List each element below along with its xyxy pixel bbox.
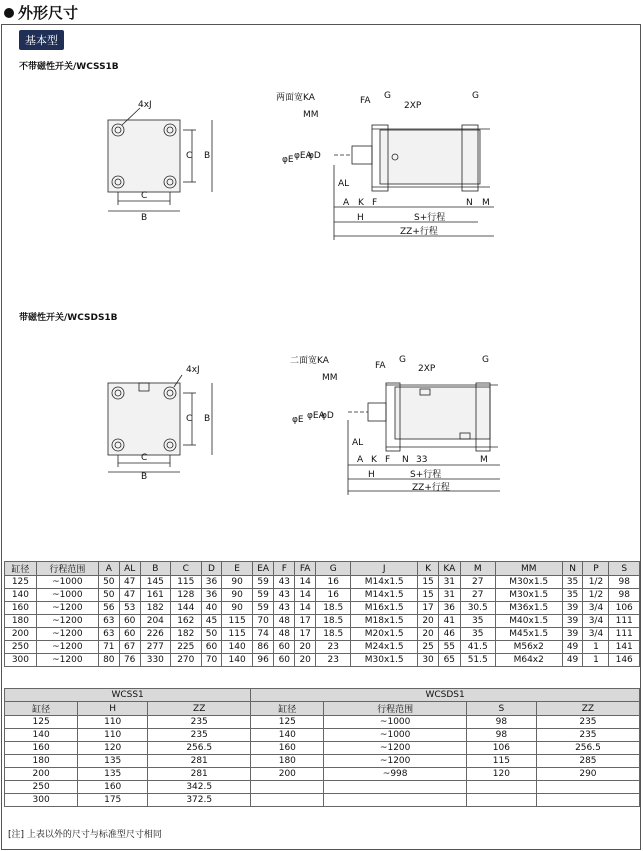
d1-e-label: φE	[282, 155, 294, 165]
table-cell: ~1200	[324, 742, 466, 755]
table-cell: 18.5	[316, 628, 351, 641]
table-cell: 226	[140, 628, 170, 641]
d1-m-label: M	[482, 198, 490, 208]
table-cell: 120	[78, 742, 148, 755]
table-cell: M30x1.5	[495, 576, 562, 589]
model-table	[4, 688, 640, 807]
d1-c-label: C	[141, 191, 148, 201]
table-cell: M45x1.5	[495, 628, 562, 641]
table-cell: 35	[562, 576, 583, 589]
table-cell: 23	[316, 641, 351, 654]
table-cell: 23	[316, 654, 351, 667]
d1-a-label: A	[343, 198, 350, 208]
footnote: [注] 上表以外的尺寸与标准型尺寸相同	[8, 830, 162, 840]
d1-n-label: N	[466, 198, 473, 208]
col-header: 缸径	[5, 702, 78, 716]
table-cell: 60	[274, 654, 295, 667]
table-cell: 300	[5, 654, 37, 667]
table-cell: 125	[5, 716, 78, 729]
table-cell: ~1200	[36, 602, 98, 615]
table-cell: 39	[562, 628, 583, 641]
table-cell: 25	[418, 641, 439, 654]
col-header: G	[316, 562, 351, 576]
table-cell: 128	[171, 589, 201, 602]
dimension-table	[4, 561, 640, 667]
table-cell: 14	[295, 589, 316, 602]
d2-f-label: F	[385, 455, 391, 465]
table-cell: 290	[536, 768, 639, 781]
table-cell: 1	[583, 654, 609, 667]
table-cell: 115	[171, 576, 201, 589]
table-cell: 30	[418, 654, 439, 667]
type-badge: 基本型	[19, 30, 64, 50]
table-cell	[466, 794, 536, 807]
dimension-table-body	[5, 576, 640, 667]
table-cell: 160	[5, 742, 78, 755]
d1-c-vert: C	[186, 151, 193, 161]
table-cell: 35	[562, 589, 583, 602]
table-cell: 65	[438, 654, 460, 667]
table-cell: 43	[274, 589, 295, 602]
table-cell	[251, 781, 324, 794]
table-cell: 31	[438, 576, 460, 589]
table-cell: ~1200	[36, 654, 98, 667]
page-title	[4, 2, 78, 23]
table-cell: 145	[140, 576, 170, 589]
table-row	[5, 628, 640, 641]
col-header: D	[201, 562, 222, 576]
col-header: A	[98, 562, 119, 576]
d2-n33-label: 33	[416, 455, 428, 465]
table-row	[5, 755, 640, 768]
table-cell: 160	[251, 742, 324, 755]
table-cell: 250	[5, 781, 78, 794]
table-cell: 36	[201, 576, 222, 589]
col-header: N	[562, 562, 583, 576]
d2-b-label: B	[141, 472, 148, 482]
table-cell: 256.5	[536, 742, 639, 755]
table-cell: 125	[5, 576, 37, 589]
table-cell: 110	[78, 729, 148, 742]
col-header: AL	[119, 562, 140, 576]
table-cell: 96	[252, 654, 274, 667]
table-cell: 47	[119, 589, 140, 602]
table-cell: 14	[295, 576, 316, 589]
table-cell: 49	[562, 641, 583, 654]
col-header: C	[171, 562, 201, 576]
table-cell: 140	[5, 589, 37, 602]
table-cell: 43	[274, 576, 295, 589]
d2-fa-label: FA	[375, 361, 386, 371]
table-cell: 235	[148, 729, 251, 742]
d2-n-label: N	[402, 455, 409, 465]
table-cell	[466, 781, 536, 794]
d2-zz-label: ZZ+行程	[412, 483, 450, 493]
table-row	[5, 768, 640, 781]
table-cell: 53	[119, 602, 140, 615]
d2-e-label: φE	[292, 415, 304, 425]
table-cell: 30.5	[460, 602, 495, 615]
table-cell: 39	[562, 615, 583, 628]
table-cell: M64x2	[495, 654, 562, 667]
table-cell: 200	[5, 628, 37, 641]
table-cell: 31	[438, 589, 460, 602]
table-cell: 47	[119, 576, 140, 589]
d1-g-label: G	[384, 91, 391, 101]
table-cell: 36	[438, 602, 460, 615]
table-cell: ~1200	[36, 615, 98, 628]
d2-m-label: M	[480, 455, 488, 465]
table-row	[5, 589, 640, 602]
table-cell: 17	[295, 628, 316, 641]
col-header: MM	[495, 562, 562, 576]
table-cell: 135	[78, 768, 148, 781]
table-cell: ~1200	[36, 641, 98, 654]
table-cell: 60	[201, 641, 222, 654]
table-row	[5, 742, 640, 755]
table-row	[5, 654, 640, 667]
table-cell: 90	[222, 589, 252, 602]
table-cell: 50	[98, 589, 119, 602]
table-cell: 110	[78, 716, 148, 729]
table-cell: 27	[460, 589, 495, 602]
table-cell	[324, 794, 466, 807]
table-cell: 16	[316, 576, 351, 589]
table-cell: 106	[609, 602, 640, 615]
table-cell: 342.5	[148, 781, 251, 794]
table-cell: ~1000	[36, 589, 98, 602]
drawing-wcss1b	[0, 70, 644, 250]
d2-ka-label: 二面宽KA	[290, 356, 329, 366]
table-cell: 1/2	[583, 576, 609, 589]
d2-s-label: S+行程	[410, 470, 442, 480]
table-cell: 70	[201, 654, 222, 667]
d2-ea-label: φEA	[307, 411, 325, 421]
table-row	[5, 576, 640, 589]
table-cell: 40	[201, 602, 222, 615]
wcsds1-title: WCSDS1	[251, 689, 640, 702]
table-cell: ~1000	[324, 729, 466, 742]
table-cell: M40x1.5	[495, 615, 562, 628]
table-cell: 20	[418, 628, 439, 641]
table-cell: 115	[222, 628, 252, 641]
d1-fa-label: FA	[360, 96, 371, 106]
wcss1-title: WCSS1	[5, 689, 251, 702]
d1-k-label: K	[358, 198, 364, 208]
table-cell: 71	[98, 641, 119, 654]
table-cell: ~998	[324, 768, 466, 781]
table-row	[5, 602, 640, 615]
col-header: ZZ	[148, 702, 251, 716]
table-cell: 144	[171, 602, 201, 615]
table-cell: 17	[295, 615, 316, 628]
table-cell: 180	[5, 615, 37, 628]
table-row	[5, 729, 640, 742]
table-cell: 56	[98, 602, 119, 615]
table-cell: 182	[171, 628, 201, 641]
table-cell: 63	[98, 615, 119, 628]
table-cell: 80	[98, 654, 119, 667]
col-header: ZZ	[536, 702, 639, 716]
drawing-wcsds1b	[0, 325, 644, 500]
table-cell: M36x1.5	[495, 602, 562, 615]
table-cell: 67	[119, 641, 140, 654]
section-wcsds1b: 带磁性开关/WCSDS1B	[19, 313, 118, 323]
table-cell: 86	[252, 641, 274, 654]
table-cell	[251, 794, 324, 807]
table-cell: 59	[252, 576, 274, 589]
d2-g-label: G	[399, 355, 406, 365]
table-cell: 140	[251, 729, 324, 742]
table-cell: 135	[78, 755, 148, 768]
table-cell	[536, 794, 639, 807]
table-cell: M14x1.5	[351, 589, 418, 602]
d2-mm-label: MM	[322, 373, 338, 383]
d1-zz-label: ZZ+行程	[400, 227, 438, 237]
table-cell: 115	[466, 755, 536, 768]
table-cell: ~1000	[324, 716, 466, 729]
table-cell: M56x2	[495, 641, 562, 654]
table-cell: 125	[251, 716, 324, 729]
bullet-icon	[4, 8, 14, 18]
table-cell: 204	[140, 615, 170, 628]
col-header: EA	[252, 562, 274, 576]
d2-a-label: A	[357, 455, 364, 465]
table-row	[5, 716, 640, 729]
table-cell: ~1200	[36, 628, 98, 641]
table-cell	[536, 781, 639, 794]
table-cell: 250	[5, 641, 37, 654]
d1-s-label: S+行程	[414, 213, 446, 223]
d2-al-label: AL	[352, 438, 364, 448]
table-cell: 76	[119, 654, 140, 667]
model-table-header	[5, 702, 640, 716]
table-cell: 1/2	[583, 589, 609, 602]
table-cell: 285	[536, 755, 639, 768]
table-cell: 90	[222, 576, 252, 589]
table-row	[5, 781, 640, 794]
table-cell: 300	[5, 794, 78, 807]
table-cell: 281	[148, 755, 251, 768]
d2-g2-label: G	[482, 355, 489, 365]
table-cell: 1	[583, 641, 609, 654]
table-cell: 50	[201, 628, 222, 641]
d1-g2-label: G	[472, 91, 479, 101]
table-cell: 140	[222, 654, 252, 667]
table-cell: 48	[274, 628, 295, 641]
table-cell: 372.5	[148, 794, 251, 807]
table-cell: 270	[171, 654, 201, 667]
col-header: 缸径	[251, 702, 324, 716]
col-header: S	[609, 562, 640, 576]
col-header: 缸径	[5, 562, 37, 576]
table-cell: 41	[438, 615, 460, 628]
d1-h-label: H	[357, 213, 364, 223]
d2-d-label: φD	[321, 411, 334, 421]
table-cell: 20	[295, 641, 316, 654]
table-cell: 111	[609, 628, 640, 641]
section-wcss1b: 不带磁性开关/WCSS1B	[19, 62, 119, 72]
col-header: K	[418, 562, 439, 576]
table-cell: 70	[252, 615, 274, 628]
d2-c-vert: C	[186, 414, 193, 424]
d2-hole-label: 4xJ	[186, 365, 200, 375]
table-cell: 14	[295, 602, 316, 615]
table-cell: 74	[252, 628, 274, 641]
d2-k-label: K	[371, 455, 377, 465]
table-cell: M20x1.5	[351, 628, 418, 641]
table-cell: 200	[251, 768, 324, 781]
table-cell: 160	[78, 781, 148, 794]
table-cell: 277	[140, 641, 170, 654]
table-cell: 3/4	[583, 602, 609, 615]
d1-hole-label: 4xJ	[138, 100, 152, 110]
title-text: 外形尺寸	[18, 4, 79, 22]
table-row	[5, 615, 640, 628]
table-cell: 15	[418, 589, 439, 602]
table-cell: 235	[536, 729, 639, 742]
col-header: 行程范围	[324, 702, 466, 716]
table-cell: 175	[78, 794, 148, 807]
table-cell: 46	[438, 628, 460, 641]
table-cell: ~1000	[36, 576, 98, 589]
table-cell: 180	[251, 755, 324, 768]
table-cell: 90	[222, 602, 252, 615]
table-cell: 59	[252, 602, 274, 615]
table-cell: 20	[295, 654, 316, 667]
table-row	[5, 641, 640, 654]
col-header: B	[140, 562, 170, 576]
table-cell: 281	[148, 768, 251, 781]
table-cell: 225	[171, 641, 201, 654]
table-cell: 140	[5, 729, 78, 742]
d2-c-label: C	[141, 453, 148, 463]
table-cell: 256.5	[148, 742, 251, 755]
d2-h-label: H	[368, 470, 375, 480]
table-cell	[324, 781, 466, 794]
table-cell: 63	[98, 628, 119, 641]
table-cell: M14x1.5	[351, 576, 418, 589]
table-cell: 59	[252, 589, 274, 602]
table-cell: 36	[201, 589, 222, 602]
d1-al-label: AL	[338, 179, 350, 189]
d2-b-vert: B	[204, 414, 211, 424]
model-table-body	[5, 716, 640, 807]
col-header: KA	[438, 562, 460, 576]
table-cell: 15	[418, 576, 439, 589]
d1-b-vert: B	[204, 151, 211, 161]
table-cell: 20	[418, 615, 439, 628]
table-cell: 141	[609, 641, 640, 654]
table-cell: 120	[466, 768, 536, 781]
table-cell: 235	[536, 716, 639, 729]
table-cell: 3/4	[583, 628, 609, 641]
table-cell: 98	[609, 589, 640, 602]
table-cell: 18.5	[316, 602, 351, 615]
table-cell: 146	[609, 654, 640, 667]
table-cell: 3/4	[583, 615, 609, 628]
table-cell: 49	[562, 654, 583, 667]
d1-b-label: B	[141, 213, 148, 223]
col-header: 行程范围	[36, 562, 98, 576]
table-cell: 106	[466, 742, 536, 755]
table-cell: 180	[5, 755, 78, 768]
table-cell: 60	[119, 628, 140, 641]
col-header: FA	[295, 562, 316, 576]
d1-f-label: F	[372, 198, 378, 208]
col-header: S	[466, 702, 536, 716]
table-cell: 18.5	[316, 615, 351, 628]
table-cell: 16	[316, 589, 351, 602]
col-header: F	[274, 562, 295, 576]
table-cell: 45	[201, 615, 222, 628]
table-cell: 235	[148, 716, 251, 729]
table-cell: 115	[222, 615, 252, 628]
table-cell: 330	[140, 654, 170, 667]
col-header: P	[583, 562, 609, 576]
table-cell: 161	[140, 589, 170, 602]
col-header: E	[222, 562, 252, 576]
table-cell: 60	[274, 641, 295, 654]
col-header: M	[460, 562, 495, 576]
table-cell: 140	[222, 641, 252, 654]
col-header: J	[351, 562, 418, 576]
d1-d-label: φD	[308, 151, 321, 161]
table-row	[5, 794, 640, 807]
table-cell: 39	[562, 602, 583, 615]
table-cell: 50	[98, 576, 119, 589]
table-cell: 60	[119, 615, 140, 628]
dimension-table-header	[5, 562, 640, 576]
table-cell: 98	[466, 729, 536, 742]
table-cell: ~1200	[324, 755, 466, 768]
table-cell: 98	[466, 716, 536, 729]
model-table-title-row	[5, 689, 640, 702]
table-cell: 41.5	[460, 641, 495, 654]
d1-mm-label: MM	[303, 110, 319, 120]
table-cell: M30x1.5	[351, 654, 418, 667]
table-cell: M30x1.5	[495, 589, 562, 602]
table-cell: M16x1.5	[351, 602, 418, 615]
table-cell: 182	[140, 602, 170, 615]
table-cell: 55	[438, 641, 460, 654]
table-cell: 51.5	[460, 654, 495, 667]
table-cell: 111	[609, 615, 640, 628]
d1-ea-label: φEA	[294, 151, 312, 161]
table-cell: 162	[171, 615, 201, 628]
d2-xp-label: 2XP	[418, 364, 436, 374]
col-header: H	[78, 702, 148, 716]
table-cell: 17	[418, 602, 439, 615]
table-cell: M24x1.5	[351, 641, 418, 654]
table-cell: 35	[460, 615, 495, 628]
table-cell: 43	[274, 602, 295, 615]
table-cell: 27	[460, 576, 495, 589]
table-cell: 200	[5, 768, 78, 781]
d1-xp-label: 2XP	[404, 101, 422, 111]
table-cell: 160	[5, 602, 37, 615]
table-cell: 35	[460, 628, 495, 641]
d1-ka-label: 两面宽KA	[276, 93, 315, 103]
table-cell: M18x1.5	[351, 615, 418, 628]
table-cell: 98	[609, 576, 640, 589]
table-cell: 48	[274, 615, 295, 628]
